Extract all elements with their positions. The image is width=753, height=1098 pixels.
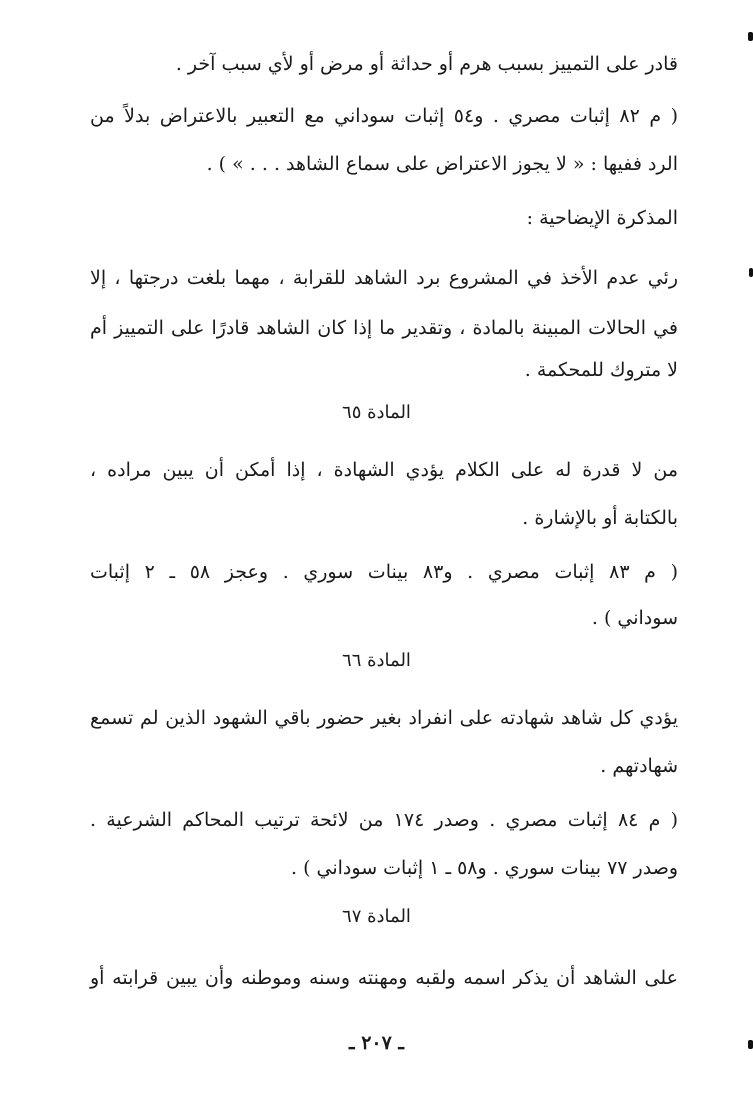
text-line: في الحالات المبينة بالمادة ، وتقدير ما إذا كان الشاهد قادرًا على التمييز أم [90,317,678,339]
text-line: قادر على التمييز بسبب هرم أو حداثة أو مرض أو لأي سبب آخر . [175,53,678,75]
scan-mark [748,32,753,41]
article-heading: المادة ٦٦ [342,650,411,671]
scan-mark [749,268,753,277]
text-line: رئي عدم الأخذ في المشروع برد الشاهد للقرابة ، مهما بلغت درجتها ، إلا [90,267,678,289]
text-line: يؤدي كل شاهد شهادته على انفراد بغير حضور باقي الشهود الذين لم تسمع [90,707,678,729]
text-line: ( م ٨٣ إثبات مصري . و٨٣ بينات سوري . وعجز ٥٨ ـ ٢ إثبات [90,561,679,583]
text-line: على الشاهد أن يذكر اسمه ولقبه ومهنته وسنه وموطنه وأن يبين قرابته أو [90,967,678,989]
text-line: سوداني ) . [591,607,678,629]
article-heading: المادة ٦٧ [342,906,411,927]
text-line: شهادتهم . [600,755,678,777]
text-line: لا متروك للمحكمة . [524,359,678,381]
page-number: ـ ٢٠٧ ـ [349,1032,404,1054]
text-line: ( م ٨٢ إثبات مصري . و٥٤ إثبات سوداني مع التعبير بالاعتراض بدلاً من [90,105,679,127]
section-label: المذكرة الإيضاحية : [526,207,678,229]
text-line: الرد ففيها : « لا يجوز الاعتراض على سماع الشاهد . . . » ) . [206,153,678,175]
text-line: ( م ٨٤ إثبات مصري . وصدر ١٧٤ من لائحة ترتيب المحاكم الشرعية . [90,809,678,831]
scan-mark [748,1040,753,1049]
article-heading: المادة ٦٥ [342,402,411,423]
text-line: وصدر ٧٧ بينات سوري . و٥٨ ـ ١ إثبات سوداني ) . [291,857,678,879]
text-line: من لا قدرة له على الكلام يؤدي الشهادة ، إذا أمكن أن يبين مراده ، [90,459,678,481]
text-line: بالكتابة أو بالإشارة . [522,507,678,529]
